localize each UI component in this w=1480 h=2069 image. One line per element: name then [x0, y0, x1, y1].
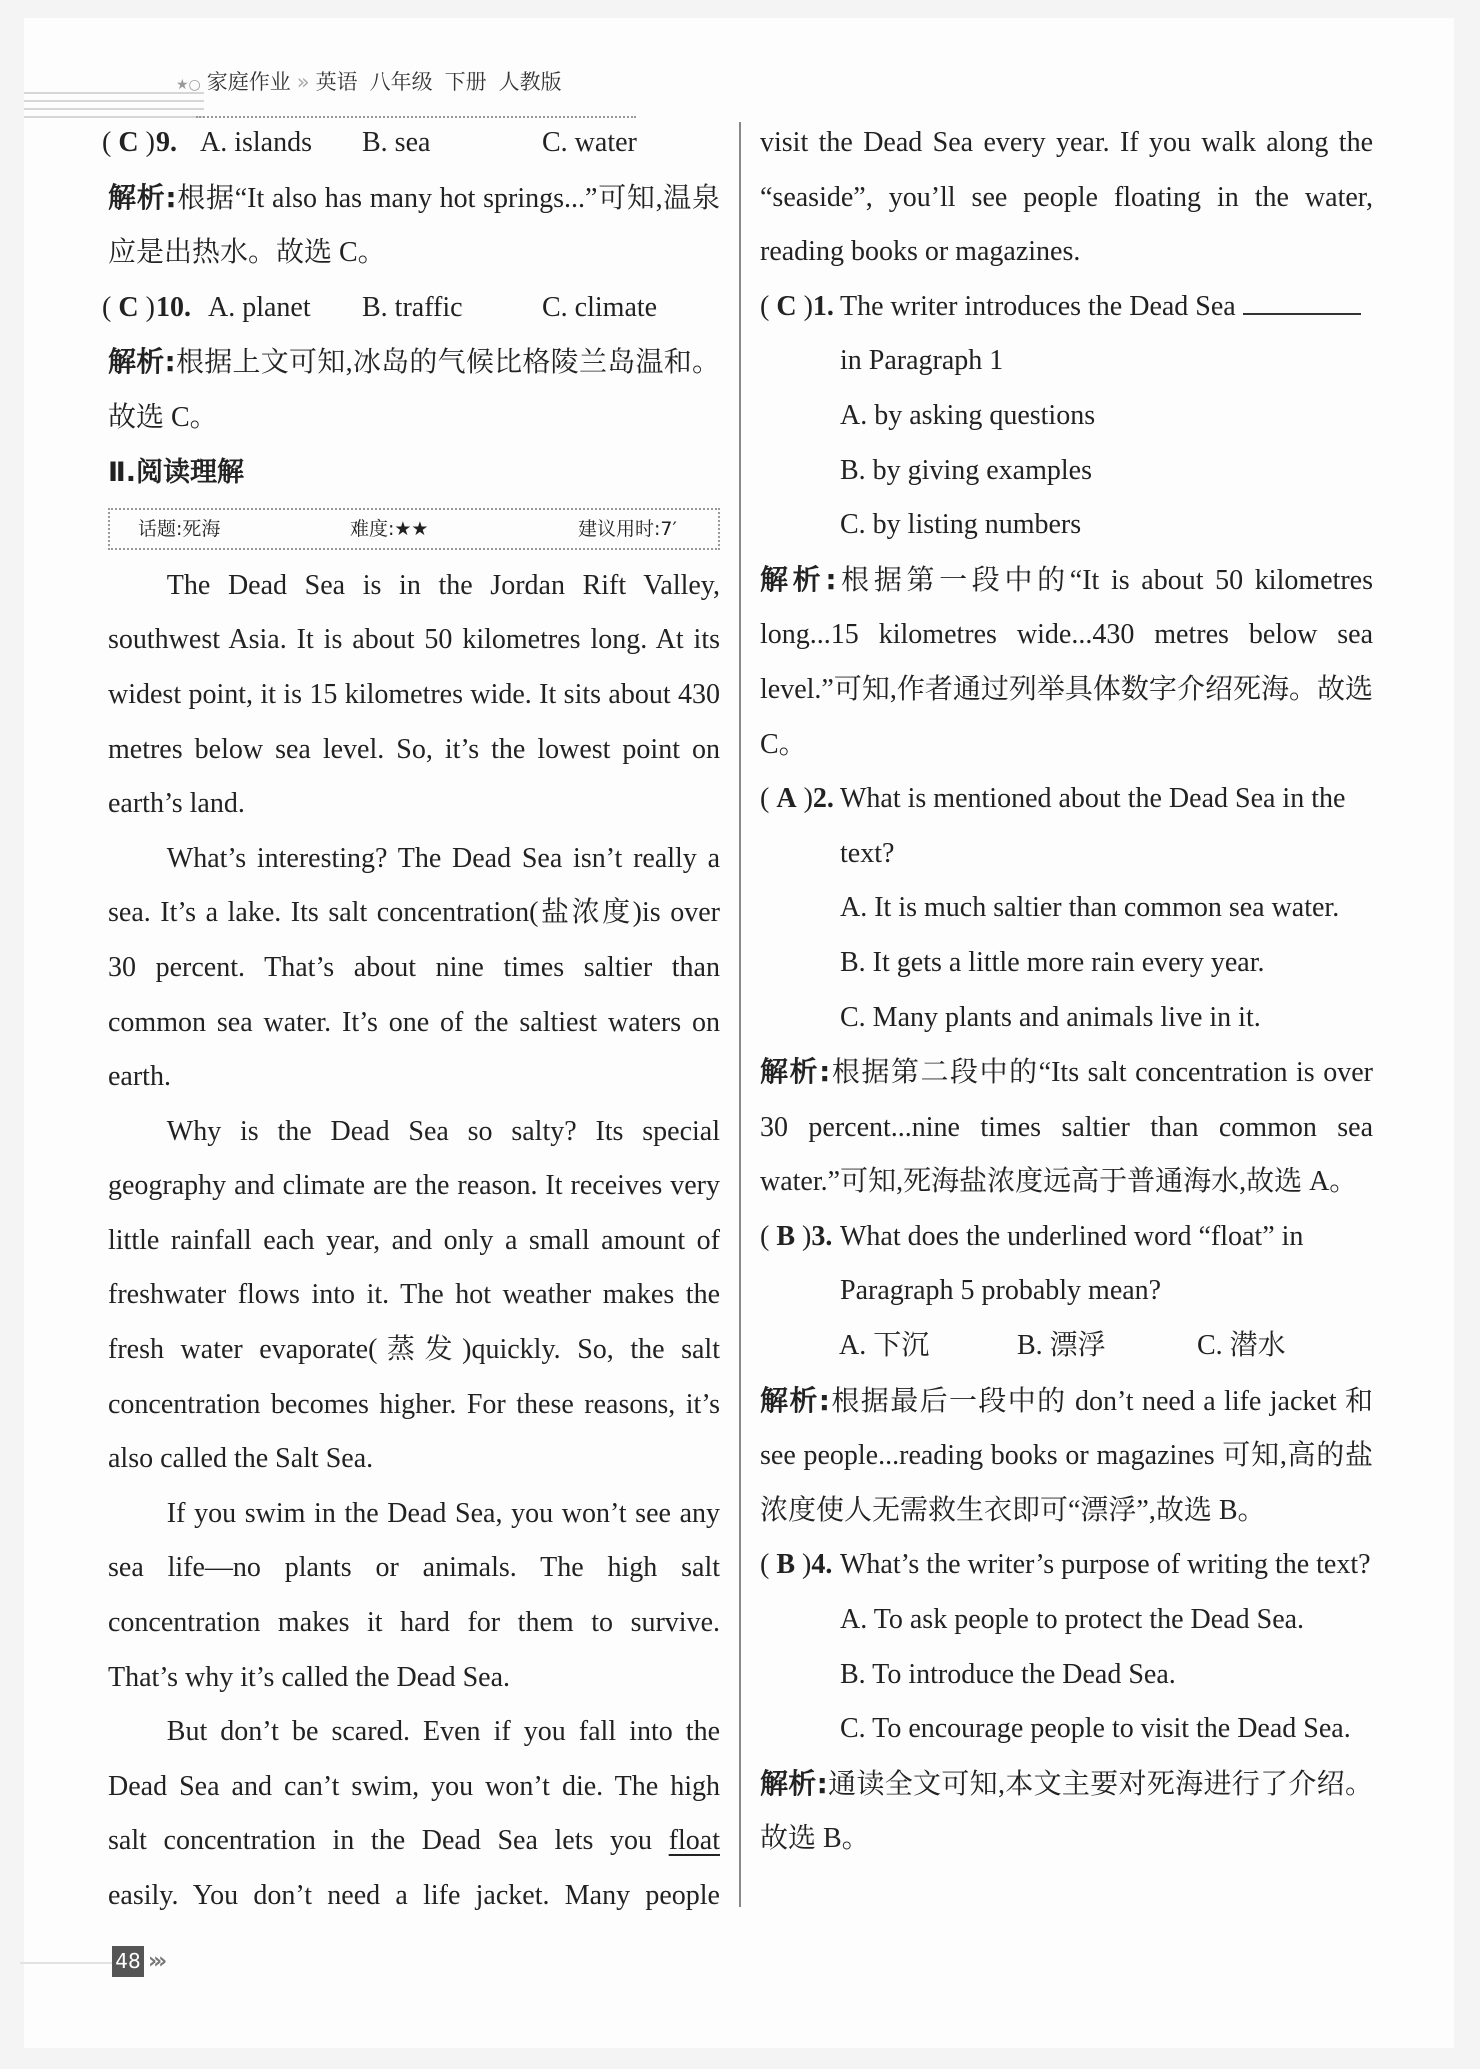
option-a: A. To ask people to protect the Dead Sea.	[840, 1604, 1305, 1636]
passage-paragraph-3: Why is the Dead Sea so salty? Its special geography and climate are the reason. It receives very little rainfall each year, and only a small amount of freshwater flows into it. The hot weather makes the fresh water evaporate(蒸发)quickly. So, the salt concentration becomes higher. For these reasons, it’s also called the Salt Sea.	[108, 1115, 720, 1475]
question-number: 10.	[156, 291, 191, 323]
option-b: B. by giving examples	[840, 454, 1092, 486]
explanation-3: 解析:根据最后一段中的 don’t need a life jacket 和 see people...reading books or magazines 可知,高的盐浓度使人无需救生衣即可“漂浮”,故选 B。	[760, 1383, 1373, 1526]
option-a: A. islands	[200, 127, 312, 158]
option-c: C. climate	[542, 291, 658, 323]
option-c: C. Many plants and animals live in it.	[840, 1001, 1261, 1033]
question-number: 9.	[156, 127, 177, 158]
question-10	[102, 281, 720, 336]
option-c: C. 潜水	[1197, 1330, 1286, 1362]
topic: 话题:死海	[138, 518, 221, 541]
question-1: ( C )1. The writer introduces the Dead Sea in Paragraph 1	[760, 280, 1373, 389]
explanation-9: 解析:根据“It also has many hot springs...”可知,温泉应是出热水。故选 C。	[108, 180, 720, 269]
star-icon: ★○	[176, 77, 201, 93]
option-a: A. It is much saltier than common sea water.	[840, 892, 1340, 924]
footer-decoration	[20, 1962, 112, 1964]
answer-bracket: ( A )2.	[760, 783, 834, 815]
answer-bracket: ( C )	[102, 291, 155, 323]
explanation-10: 解析:根据上文可知,冰岛的气候比格陵兰岛温和。故选 C。	[108, 345, 720, 433]
option-b: B. To introduce the Dead Sea.	[840, 1658, 1176, 1690]
header-subject: 英语	[315, 70, 358, 94]
question-2: ( A )2. What is mentioned about the Dead Sea in the text?	[760, 772, 1373, 881]
option-b: B. sea	[362, 127, 431, 158]
answer-bracket: ( C )1.	[760, 290, 834, 322]
header-volume: 下册	[444, 70, 487, 94]
option-a: A. planet	[208, 291, 311, 323]
answer-blank	[1243, 285, 1361, 315]
double-chevron-icon: »	[296, 70, 310, 94]
section-heading: Ⅱ.阅读理解	[108, 456, 245, 488]
difficulty: 难度:★★	[350, 518, 429, 541]
question-4: ( B )4. What’s the writer’s purpose of writing the text?	[760, 1538, 1373, 1593]
header-series: 家庭作业	[206, 70, 291, 94]
passage-paragraph-2: What’s interesting? The Dead Sea isn’t really a sea. It’s a lake. Its salt concentration(盐浓度)is over 30 percent. That’s about nine times saltier than common sea water. It’s one of the saltiest waters on earth.	[108, 842, 720, 1093]
question-3-options	[760, 1319, 1373, 1374]
option-b: B. It gets a little more rain every year.	[840, 946, 1265, 978]
answer-bracket: ( B )4.	[760, 1549, 833, 1581]
passage-paragraph-5: But don’t be scared. Even if you fall into the Dead Sea and can’t swim, you won’t die. The high salt concentration in the Dead Sea lets you float easily. You don’t need a life jacket. Many people	[108, 1716, 720, 1911]
option-b: B. 漂浮	[1017, 1330, 1106, 1362]
answer-bracket: ( C )	[102, 127, 155, 158]
option-c: C. by listing numbers	[840, 509, 1082, 541]
passage-paragraph-4: If you swim in the Dead Sea, you won’t see any sea life—no plants or animals. The high salt concentration makes it hard for them to survive. That’s why it’s called the Dead Sea.	[108, 1497, 720, 1693]
passage-paragraph-5-continued: visit the Dead Sea every year. If you walk along the “seaside”, you’ll see people floating in the water, reading books or magazines.	[760, 127, 1373, 268]
explanation-4: 解析:通读全文可知,本文主要对死海进行了介绍。故选 B。	[760, 1766, 1373, 1855]
header-edition: 人教版	[498, 70, 562, 94]
option-a: A. by asking questions	[840, 399, 1096, 431]
question-3: ( B )3. What does the underlined word “float” in Paragraph 5 probably mean?	[760, 1210, 1373, 1319]
option-a: A. 下沉	[839, 1330, 930, 1362]
answer-bracket: ( B )3.	[760, 1220, 833, 1252]
page-number: 48	[112, 1946, 144, 1977]
info-box	[108, 508, 720, 550]
left-column	[102, 116, 720, 1924]
running-header	[176, 66, 562, 96]
chevrons-icon: ›››	[148, 1949, 164, 1974]
column-divider	[739, 122, 741, 1907]
explanation-1: 解析:根据第一段中的“It is about 50 kilometres long...15 kilometres wide...430 metres below sea level.”可知,作者通过列举具体数字介绍死海。故选 C。	[760, 562, 1373, 760]
underlined-word: float	[668, 1825, 720, 1857]
option-c: C. To encourage people to visit the Dead Sea.	[840, 1713, 1351, 1745]
explanation-2: 解析:根据第二段中的“Its salt concentration is over 30 percent...nine times saltier than common sea water.”可知,死海盐浓度远高于普通海水,故选 A。	[760, 1055, 1373, 1198]
question-9	[102, 116, 720, 171]
passage-paragraph-1: The Dead Sea is in the Jordan Rift Valley, southwest Asia. It is about 50 kilometres long. At its widest point, it is 15 kilometres wide. It sits about 430 metres below sea level. So, it’s the lowest point on earth’s land.	[108, 569, 720, 820]
right-column	[760, 116, 1373, 1867]
option-c: C. water	[542, 127, 637, 158]
suggested-time: 建议用时:7′	[578, 518, 677, 541]
option-b: B. traffic	[362, 291, 463, 323]
header-grade: 八年级	[369, 70, 433, 94]
